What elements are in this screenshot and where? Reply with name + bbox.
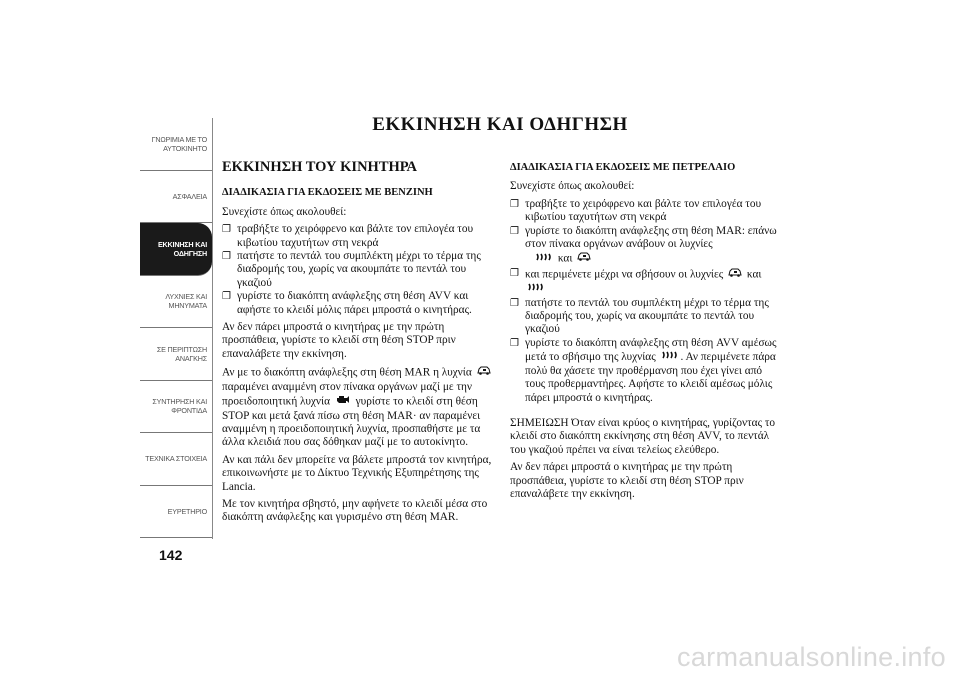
- tab-label: ΤΕΧΝΙΚΑ ΣΤΟΙΧΕΙΑ: [145, 454, 207, 464]
- list-item: ❐ πατήστε το πεντάλ του συμπλέκτη μέχρι το τέρμα της διαδρομής του, χωρίς να ακουμπάτε το πεντάλ του γκαζιού: [510, 297, 782, 337]
- tab-emergency[interactable]: [140, 328, 212, 381]
- tab-safety[interactable]: [140, 171, 212, 224]
- paragraph: Αν και πάλι δεν μπορείτε να βάλετε μπροστά τον κινητήρα, επικοινωνήστε με το Δίκτυο Τεχνικής Εξυπηρέτησης της Lancia.: [222, 453, 492, 493]
- paragraph-text: γυρίστε το κλειδί στη θέση STOP και μετά ξανά πίσω στη θέση MAR· αν παραμένει αναμμένη η προειδοποιητική λυχνία, προσπαθήστε με τα άλλα κλειδιά που σας δόθηκαν μαζί με το αυτοκίνητο.: [222, 395, 481, 449]
- car-key-icon: [577, 251, 591, 266]
- note: ΣΗΜΕΙΩΣΗ Όταν είναι κρύος ο κινητήρας, γυρίζοντας το κλειδί στο διακόπτη εκκίνησης στη θέση AVV, το πεντάλ του γκαζιού πρέπει να είναι τελείως ελεύθερο.: [510, 416, 776, 456]
- diesel-procedure-heading: ΔΙΑΔΙΚΑΣΙΑ ΓΙΑ ΕΚΔΟΣΕΙΣ ΜΕ ΠΕΤΡΕΛΑΙΟ: [510, 162, 736, 173]
- left-column: [222, 161, 494, 529]
- list-item-text: και περιμένετε μέχρι να σβήσουν οι λυχνίες: [525, 268, 724, 281]
- list-item-text: γυρίστε το διακόπτη ανάφλεξης στη θέση MAR: επάνω στον πίνακα οργάνων ανάβουν οι λυχνίες: [525, 224, 777, 251]
- car-key-icon: [728, 267, 742, 282]
- car-key-icon: [477, 365, 491, 380]
- paragraph: [222, 365, 494, 449]
- list-item: ❐ τραβήξτε το χειρόφρενο και βάλτε τον επιλογέα του κιβωτίου ταχυτήτων στη νεκρά: [222, 223, 494, 250]
- page-number: 142: [159, 547, 183, 563]
- tab-lamps-messages[interactable]: [140, 276, 212, 329]
- right-column: [510, 161, 782, 505]
- tab-label: ΣΥΝΤΗΡΗΣΗ ΚΑΙ ΦΡΟΝΤΙΔΑ: [152, 397, 207, 416]
- tab-maintenance[interactable]: [140, 381, 212, 434]
- paragraph: Αν δεν πάρει μπροστά ο κινητήρας με την πρώτη προσπάθεια, γυρίστε το κλειδί στη θέση STOP πριν επαναλάβετε την εκκίνηση.: [510, 461, 744, 500]
- intro-text: Συνεχίστε όπως ακολουθεί:: [222, 205, 347, 218]
- tab-index[interactable]: [140, 486, 212, 539]
- list-item: [510, 337, 782, 405]
- chapter-tabs: [140, 118, 212, 538]
- paragraph-text: παραμένει αναμμένη στον πίνακα οργάνων μαζί με την προειδοποιητική λυχνία: [222, 380, 473, 408]
- tab-starting-driving[interactable]: [140, 223, 212, 276]
- tab-getting-to-know[interactable]: [140, 118, 212, 171]
- tab-label: ΕΚΚΙΝΗΣΗ ΚΑΙ ΟΔΗΓΗΣΗ: [157, 239, 207, 258]
- intro-text: Συνεχίστε όπως ακολουθεί:: [510, 180, 635, 193]
- tab-label: ΕΥΡΕΤΗΡΙΟ: [167, 506, 207, 516]
- glow-plug-icon: [661, 350, 679, 364]
- watermark: carmanualsonline.info: [677, 642, 946, 672]
- sidebar-divider: [212, 118, 213, 539]
- engine-icon: [335, 394, 351, 409]
- tab-technical-data[interactable]: [140, 433, 212, 486]
- list-item-text: και: [557, 252, 573, 265]
- page-title: ΕΚΚΙΝΗΣΗ ΚΑΙ ΟΔΗΓΗΣΗ: [372, 114, 628, 135]
- paragraph: Με τον κινητήρα σβηστό, μην αφήνετε το κλειδί μέσα στο διακόπτη ανάφλεξης και γυρισμένο στη θέση MAR.: [222, 497, 488, 524]
- paragraph: Αν δεν πάρει μπροστά ο κινητήρας με την πρώτη προσπάθεια, γυρίστε το κλειδί στη θέση STOP πριν επαναλάβετε την εκκίνηση.: [222, 321, 456, 360]
- tab-label: ΓΝΩΡΙΜΙΑ ΜΕ ΤΟ ΑΥΤΟΚΙΝΗΤΟ: [151, 134, 207, 153]
- list-item-text: γυρίστε το διακόπτη ανάφλεξης στη θέση AVV αμέσως μετά το σβήσιμο της λυχνίας: [525, 336, 777, 364]
- glow-plug-icon: [527, 282, 545, 296]
- list-item: ❐ τραβήξτε το χειρόφρενο και βάλτε τον επιλογέα του κιβωτίου ταχυτήτων στη νεκρά: [510, 198, 782, 225]
- list-item-text: . Αν περιμένετε πάρα πολύ θα χάσετε την προθέρμανση που έχει γίνει από τους προθερμαντήρες. Αφήστε το κλειδί αμέσως μόλις πάρει μπροστά ο κινητήρας.: [525, 351, 776, 404]
- tab-label: ΣΕ ΠΕΡΙΠΤΩΣΗ ΑΝΑΓΚΗΣ: [156, 344, 207, 363]
- tab-label: ΑΣΦΑΛΕΙΑ: [172, 191, 207, 201]
- list-item: ❐ γυρίστε το διακόπτη ανάφλεξης στη θέση AVV και αφήστε το κλειδί μόλις πάρει μπροστά ο κινητήρας.: [222, 290, 494, 317]
- list-item-text: και: [746, 268, 762, 281]
- paragraph-text: Αν με το διακόπτη ανάφλεξης στη θέση MAR η λυχνία: [222, 366, 472, 379]
- list-item: ❐ πατήστε το πεντάλ του συμπλέκτη μέχρι το τέρμα της διαδρομής του, χωρίς να ακουμπάτε το πεντάλ του γκαζιού: [222, 250, 494, 290]
- section-heading: ΕΚΚΙΝΗΣΗ ΤΟΥ ΚΙΝΗΤΗΡΑ: [222, 159, 417, 175]
- tab-label: ΛΥΧΝΙΕΣ ΚΑΙ ΜΗΝΥΜΑΤΑ: [165, 292, 207, 311]
- list-item: [510, 267, 782, 297]
- glow-plug-icon: [535, 252, 553, 266]
- list-item: [510, 225, 782, 267]
- petrol-procedure-heading: ΔΙΑΔΙΚΑΣΙΑ ΓΙΑ ΕΚΔΟΣΕΙΣ ΜΕ ΒΕΝΖΙΝΗ: [222, 187, 433, 199]
